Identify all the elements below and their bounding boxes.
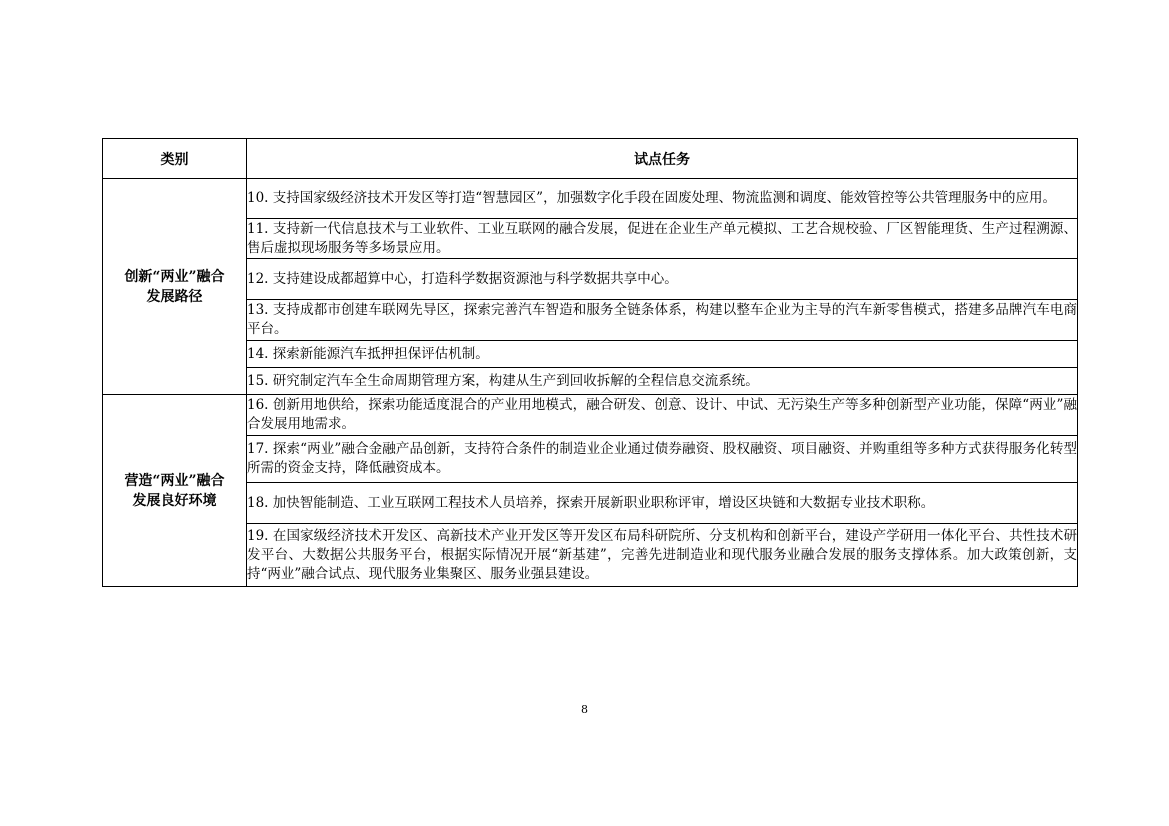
category-line: 发展路径 xyxy=(146,288,203,305)
table-row xyxy=(103,524,1078,587)
task-cell: 11. 支持新一代信息技术与工业软件、工业互联网的融合发展，促进在企业生产单元模拟、工艺合规校验、厂区智能理货、生产过程溯源、售后虚拟现场服务等多场景应用。 xyxy=(247,219,1078,259)
page-number: 8 xyxy=(581,703,588,716)
category-cell-environment xyxy=(103,395,247,587)
header-category: 类别 xyxy=(103,139,247,179)
task-cell: 17. 探索“两业”融合金融产品创新，支持符合条件的制造业企业通过债券融资、股权融资、项目融资、并购重组等多种方式获得服务化转型所需的资金支持，降低融资成本。 xyxy=(247,436,1078,483)
table-row xyxy=(103,219,1078,259)
table-row xyxy=(103,483,1078,524)
task-cell: 18. 加快智能制造、工业互联网工程技术人员培养，探索开展新职业职称评审，增设区块链和大数据专业技术职称。 xyxy=(247,483,1078,524)
table-row xyxy=(103,300,1078,341)
task-cell: 12. 支持建设成都超算中心，打造科学数据资源池与科学数据共享中心。 xyxy=(247,259,1078,300)
task-cell: 15. 研究制定汽车全生命周期管理方案，构建从生产到回收拆解的全程信息交流系统。 xyxy=(247,368,1078,395)
task-cell: 14. 探索新能源汽车抵押担保评估机制。 xyxy=(247,341,1078,368)
task-cell: 10. 支持国家级经济技术开发区等打造“智慧园区”，加强数字化手段在固废处理、物流监测和调度、能效管控等公共管理服务中的应用。 xyxy=(247,179,1078,219)
task-cell: 19. 在国家级经济技术开发区、高新技术产业开发区等开发区布局科研院所、分支机构和创新平台，建设产学研用一体化平台、共性技术研发平台、大数据公共服务平台，根据实际情况开展“新基建”，完善先进制造业和现代服务业融合发展的服务支撑体系。加大政策创新，支持“两业”融合试点、现代服务业集聚区、服务业强县建设。 xyxy=(247,524,1078,587)
table-row xyxy=(103,179,1078,219)
category-line: 发展良好环境 xyxy=(132,492,217,509)
category-cell-path xyxy=(103,179,247,395)
pilot-task-table xyxy=(102,138,1078,587)
category-line: 营造“两业”融合 xyxy=(124,472,225,489)
header-task: 试点任务 xyxy=(247,139,1078,179)
table-row xyxy=(103,368,1078,395)
table-row xyxy=(103,259,1078,300)
task-cell: 13. 支持成都市创建车联网先导区，探索完善汽车智造和服务全链条体系，构建以整车企业为主导的汽车新零售模式，搭建多品牌汽车电商平台。 xyxy=(247,300,1078,341)
table-row xyxy=(103,341,1078,368)
task-cell: 16. 创新用地供给，探索功能适度混合的产业用地模式，融合研发、创意、设计、中试、无污染生产等多种创新型产业功能，保障“两业”融合发展用地需求。 xyxy=(247,395,1078,436)
table-row xyxy=(103,395,1078,436)
category-line: 创新“两业”融合 xyxy=(124,268,225,285)
table-row xyxy=(103,436,1078,483)
table-header-row xyxy=(103,139,1078,179)
